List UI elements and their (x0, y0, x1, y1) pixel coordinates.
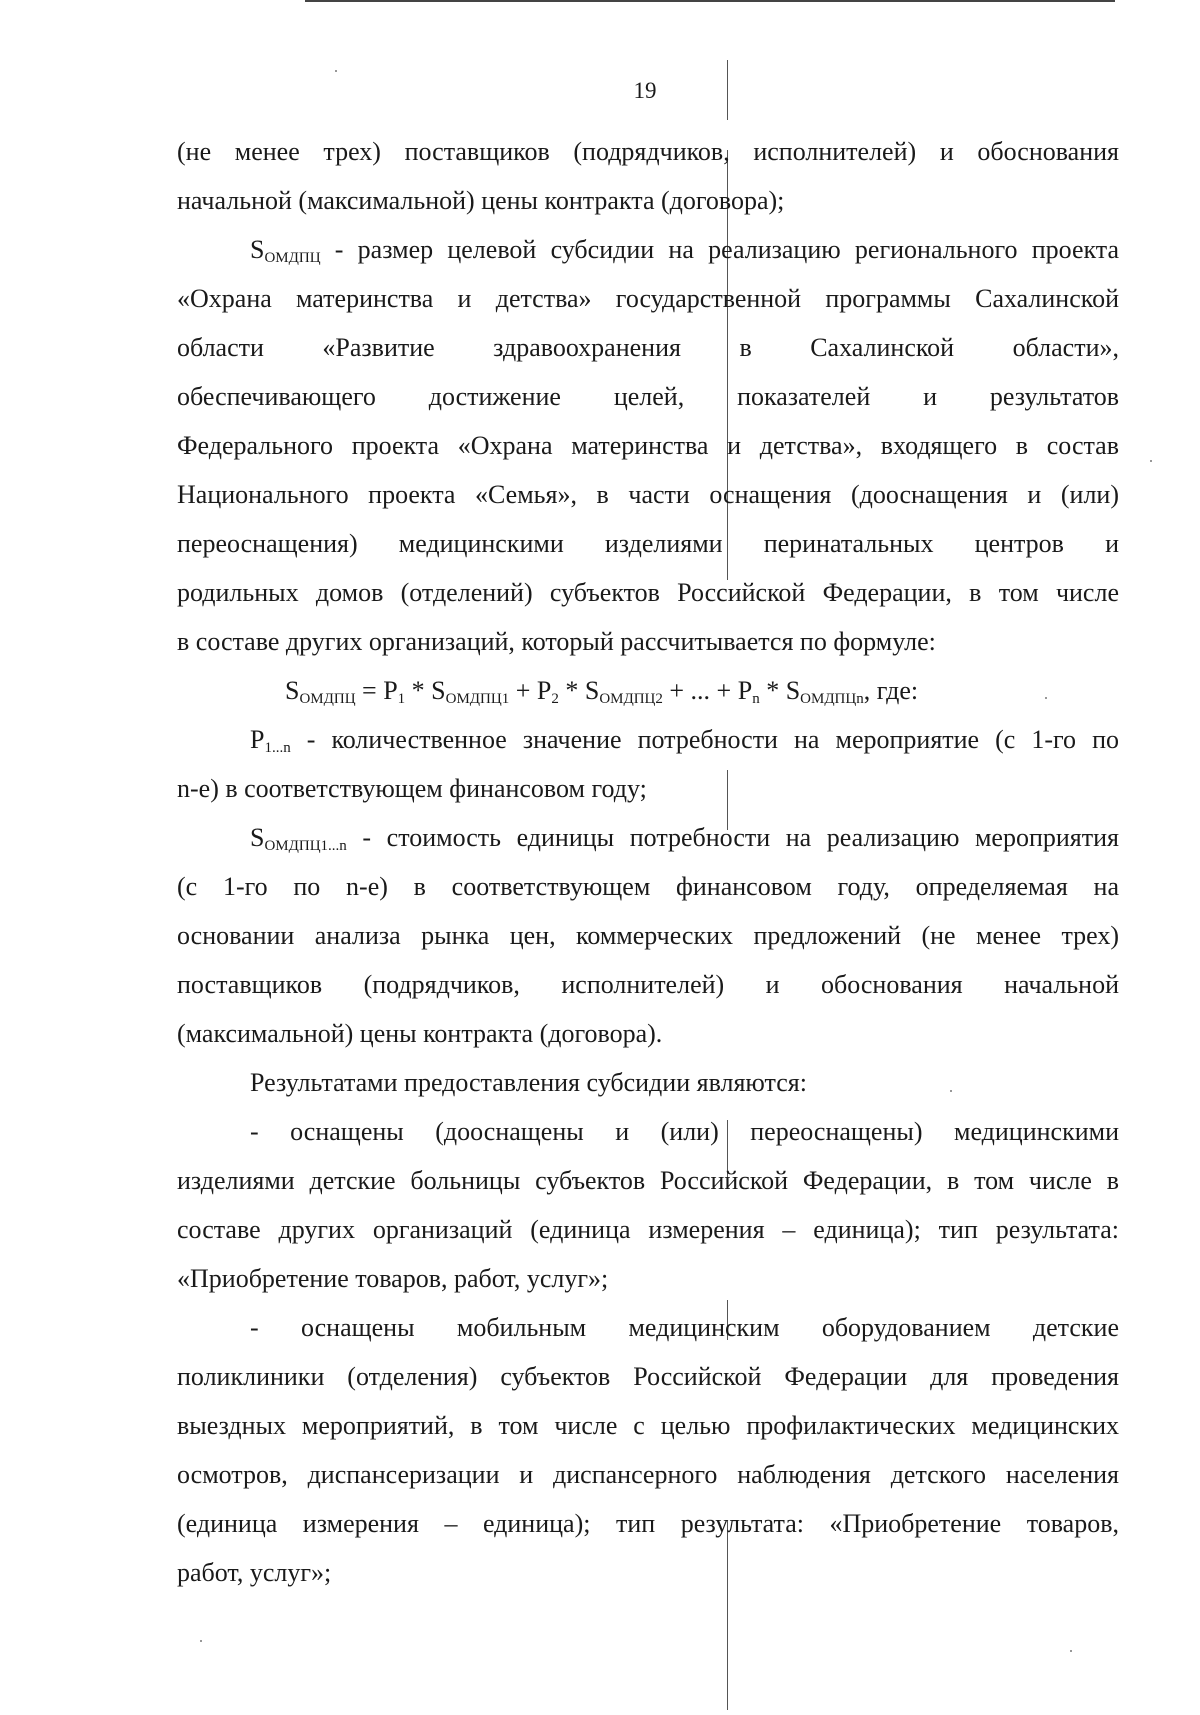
text-line: - оснащены мобильным медицинским оборудованием детские (250, 1313, 1119, 1342)
text-line: поликлиники (отделения) субъектов Российской Федерации для проведения (177, 1362, 1119, 1391)
text-line (250, 232, 1119, 268)
formula (285, 673, 1065, 709)
formula-subscript: ОМДПЦ1 (445, 691, 510, 707)
text-line: составе других организаций (единица измерения – единица); тип результата: (177, 1215, 1119, 1244)
text-line: начальной (максимальной) цены контракта (договора); (177, 186, 785, 215)
formula-part: * S (405, 676, 446, 705)
text-line: переоснащения) медицинскими изделиями перинатальных центров и (177, 529, 1119, 558)
text-fragment: - размер целевой субсидии на реализацию регионального проекта (320, 235, 1119, 264)
scan-speck (1045, 697, 1047, 699)
text-line: «Охрана материнства и детства» государственной программы Сахалинской (177, 284, 1119, 313)
text-fragment: - стоимость единицы потребности на реализацию мероприятия (346, 823, 1119, 852)
text-line: Федерального проекта «Охрана материнства и детства», входящего в состав (177, 431, 1119, 460)
symbol-subscript: 1...n (264, 740, 291, 756)
scan-speck (200, 1640, 202, 1642)
formula-part: , где: (863, 676, 919, 705)
text-line: поставщиков (подрядчиков, исполнителей) и обоснования начальной (177, 970, 1119, 999)
scan-artifact-line (727, 1520, 728, 1710)
text-line: работ, услуг»; (177, 1558, 332, 1587)
scan-speck (1070, 1650, 1072, 1652)
text-line: в составе других организаций, который рассчитывается по формуле: (177, 627, 936, 656)
text-line: Национального проекта «Семья», в части оснащения (дооснащения и (или) (177, 480, 1119, 509)
text-line: выездных мероприятий, в том числе с целью профилактических медицинских (177, 1411, 1119, 1440)
formula-part: + ... + P (662, 676, 753, 705)
text-line (250, 722, 1119, 758)
text-line: изделиями детские больницы субъектов Российской Федерации, в том числе в (177, 1166, 1119, 1195)
formula-subscript: ОМДПЦn (800, 691, 864, 707)
formula-subscript: ОМДПЦ (299, 691, 356, 707)
text-line: n-е) в соответствующем финансовом году; (177, 774, 647, 803)
symbol: P (250, 725, 265, 754)
text-line: области «Развитие здравоохранения в Сахалинской области», (177, 333, 1119, 362)
formula-part: + P (509, 676, 552, 705)
text-line: Результатами предоставления субсидии являются: (250, 1068, 807, 1097)
text-line: обеспечивающего достижение целей, показателей и результатов (177, 382, 1119, 411)
text-line: (максимальной) цены контракта (договора). (177, 1019, 663, 1048)
symbol-subscript: ОМДПЦ (264, 250, 321, 266)
text-line: (с 1-го по n-е) в соответствующем финансовом году, определяемая на (177, 872, 1119, 901)
text-fragment: - количественное значение потребности на мероприятие (с 1-го по (290, 725, 1119, 754)
formula-subscript: n (752, 691, 760, 707)
text-line: «Приобретение товаров, работ, услуг»; (177, 1264, 609, 1293)
scan-speck (335, 70, 337, 72)
text-line: - оснащены (дооснащены и (или) переоснащены) медицинскими (250, 1117, 1119, 1146)
scan-speck (950, 1090, 952, 1092)
text-line: осмотров, диспансеризации и диспансерного наблюдения детского населения (177, 1460, 1119, 1489)
page-number: 19 (633, 78, 657, 103)
formula-part: * S (558, 676, 600, 705)
symbol: S (250, 823, 265, 852)
formula-subscript: ОМДПЦ2 (599, 691, 663, 707)
text-line (250, 820, 1119, 856)
text-line: основании анализа рынка цен, коммерческих предложений (не менее трех) (177, 921, 1119, 950)
text-line: (единица измерения – единица); тип результата: «Приобретение товаров, (177, 1509, 1119, 1538)
text-line: родильных домов (отделений) субъектов Российской Федерации, в том числе (177, 578, 1119, 607)
formula-part: * S (759, 676, 801, 705)
formula-part: = P (355, 676, 398, 705)
symbol: S (250, 235, 265, 264)
formula-subscript: 2 (551, 691, 559, 707)
formula-subscript: 1 (397, 691, 406, 707)
formula-part: S (285, 676, 300, 705)
scan-speck (1150, 460, 1152, 462)
symbol-subscript: ОМДПЦ1...n (264, 838, 347, 854)
text-line: (не менее трех) поставщиков (подрядчиков, исполнителей) и обоснования (177, 137, 1119, 166)
top-rule (305, 0, 1115, 2)
